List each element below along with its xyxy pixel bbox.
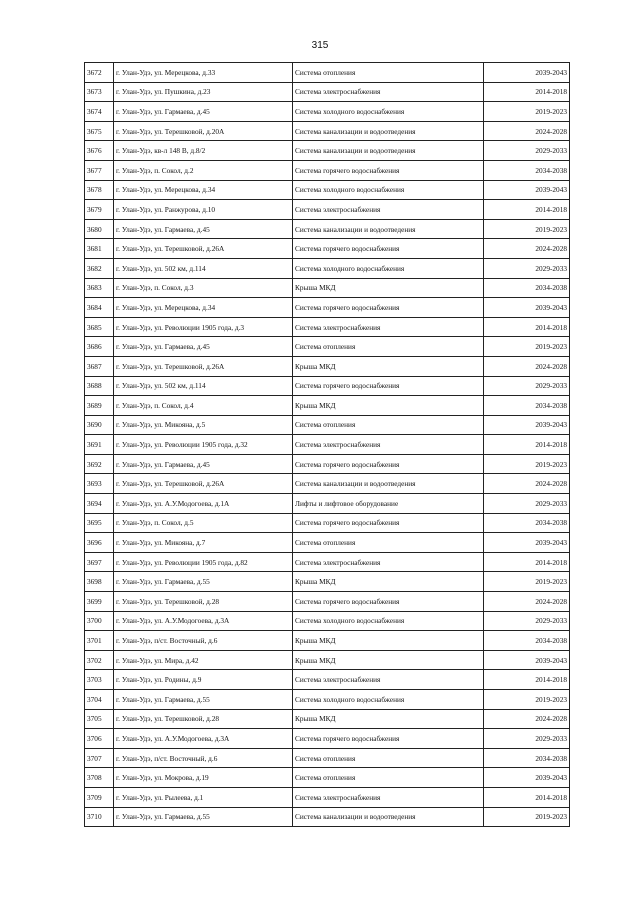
period-cell: 2024-2028 <box>484 239 570 259</box>
row-number-cell: 3673 <box>85 82 114 102</box>
period-cell: 2034-2038 <box>484 396 570 416</box>
row-number-cell: 3683 <box>85 278 114 298</box>
period-cell: 2029-2033 <box>484 258 570 278</box>
system-cell: Крыша МКД <box>293 278 484 298</box>
period-cell: 2029-2033 <box>484 611 570 631</box>
period-cell: 2024-2028 <box>484 356 570 376</box>
table-row <box>85 298 570 318</box>
period-cell: 2019-2023 <box>484 102 570 122</box>
row-number-cell: 3684 <box>85 298 114 318</box>
address-cell: г. Улан-Удэ, кв-л 148 В, д.8/2 <box>114 141 293 161</box>
system-cell: Система отопления <box>293 768 484 788</box>
period-cell: 2019-2023 <box>484 572 570 592</box>
period-cell: 2034-2038 <box>484 278 570 298</box>
row-number-cell: 3672 <box>85 63 114 83</box>
row-number-cell: 3702 <box>85 650 114 670</box>
address-cell: г. Улан-Удэ, ул. Терешковой, д.28 <box>114 709 293 729</box>
system-cell: Система канализации и водоотведения <box>293 219 484 239</box>
system-cell: Система электроснабжения <box>293 200 484 220</box>
address-cell: г. Улан-Удэ, п. Сокол, д.2 <box>114 160 293 180</box>
period-cell: 2024-2028 <box>484 592 570 612</box>
system-cell: Крыша МКД <box>293 709 484 729</box>
address-cell: г. Улан-Удэ, ул. Революции 1905 года, д.32 <box>114 435 293 455</box>
table-row <box>85 533 570 553</box>
address-cell: г. Улан-Удэ, ул. Микояна, д.5 <box>114 415 293 435</box>
system-cell: Система отопления <box>293 415 484 435</box>
address-cell: г. Улан-Удэ, ул. Революции 1905 года, д.3 <box>114 317 293 337</box>
system-cell: Система горячего водоснабжения <box>293 376 484 396</box>
table-row <box>85 180 570 200</box>
row-number-cell: 3687 <box>85 356 114 376</box>
system-cell: Система холодного водоснабжения <box>293 102 484 122</box>
system-cell: Система горячего водоснабжения <box>293 298 484 318</box>
table-row <box>85 690 570 710</box>
period-cell: 2039-2043 <box>484 768 570 788</box>
system-cell: Система холодного водоснабжения <box>293 258 484 278</box>
address-cell: г. Улан-Удэ, ул. Мерецкова, д.33 <box>114 63 293 83</box>
address-cell: г. Улан-Удэ, ул. А.У.Модогоева, д.1А <box>114 494 293 514</box>
period-cell: 2029-2033 <box>484 376 570 396</box>
table-row <box>85 572 570 592</box>
address-cell: г. Улан-Удэ, ул. Гармаева, д.45 <box>114 337 293 357</box>
address-cell: г. Улан-Удэ, ул. Терешковой, д.26А <box>114 474 293 494</box>
address-cell: г. Улан-Удэ, ул. А.У.Модогоева, д.3А <box>114 611 293 631</box>
table-row <box>85 670 570 690</box>
period-cell: 2014-2018 <box>484 552 570 572</box>
table-row <box>85 494 570 514</box>
table-row <box>85 631 570 651</box>
row-number-cell: 3679 <box>85 200 114 220</box>
page-number: 315 <box>311 40 329 51</box>
system-cell: Система горячего водоснабжения <box>293 592 484 612</box>
table-row <box>85 650 570 670</box>
system-cell: Система канализации и водоотведения <box>293 121 484 141</box>
address-cell: г. Улан-Удэ, п/ст. Восточный, д.6 <box>114 631 293 651</box>
system-cell: Система канализации и водоотведения <box>293 474 484 494</box>
table-row <box>85 454 570 474</box>
period-cell: 2029-2033 <box>484 729 570 749</box>
period-cell: 2034-2038 <box>484 631 570 651</box>
table-row <box>85 200 570 220</box>
period-cell: 2029-2033 <box>484 494 570 514</box>
system-cell: Система электроснабжения <box>293 435 484 455</box>
table-row <box>85 258 570 278</box>
period-cell: 2014-2018 <box>484 670 570 690</box>
table-row <box>85 396 570 416</box>
period-cell: 2029-2033 <box>484 141 570 161</box>
system-cell: Крыша МКД <box>293 650 484 670</box>
system-cell: Система электроснабжения <box>293 670 484 690</box>
address-cell: г. Улан-Удэ, ул. Гармаева, д.55 <box>114 572 293 592</box>
system-cell: Система канализации и водоотведения <box>293 807 484 827</box>
system-cell: Система электроснабжения <box>293 317 484 337</box>
row-number-cell: 3690 <box>85 415 114 435</box>
table-row <box>85 337 570 357</box>
system-cell: Система электроснабжения <box>293 787 484 807</box>
period-cell: 2014-2018 <box>484 82 570 102</box>
address-cell: г. Улан-Удэ, п. Сокол, д.3 <box>114 278 293 298</box>
row-number-cell: 3675 <box>85 121 114 141</box>
period-cell: 2034-2038 <box>484 513 570 533</box>
period-cell: 2024-2028 <box>484 474 570 494</box>
table-row <box>85 63 570 83</box>
row-number-cell: 3674 <box>85 102 114 122</box>
system-cell: Система отопления <box>293 63 484 83</box>
system-cell: Система горячего водоснабжения <box>293 729 484 749</box>
row-number-cell: 3691 <box>85 435 114 455</box>
table-row <box>85 513 570 533</box>
address-cell: г. Улан-Удэ, ул. Мерецкова, д.34 <box>114 180 293 200</box>
system-cell: Крыша МКД <box>293 631 484 651</box>
system-cell: Система электроснабжения <box>293 552 484 572</box>
address-cell: г. Улан-Удэ, ул. Революции 1905 года, д.82 <box>114 552 293 572</box>
table-row <box>85 278 570 298</box>
period-cell: 2014-2018 <box>484 200 570 220</box>
period-cell: 2039-2043 <box>484 650 570 670</box>
table-row <box>85 748 570 768</box>
period-cell: 2039-2043 <box>484 415 570 435</box>
table-row <box>85 415 570 435</box>
table-row <box>85 356 570 376</box>
row-number-cell: 3680 <box>85 219 114 239</box>
system-cell: Система горячего водоснабжения <box>293 239 484 259</box>
table-row <box>85 787 570 807</box>
system-cell: Система холодного водоснабжения <box>293 611 484 631</box>
system-cell: Система холодного водоснабжения <box>293 690 484 710</box>
table-row <box>85 729 570 749</box>
address-cell: г. Улан-Удэ, ул. 502 км, д.114 <box>114 258 293 278</box>
table-row <box>85 102 570 122</box>
address-cell: г. Улан-Удэ, ул. Терешковой, д.26А <box>114 239 293 259</box>
row-number-cell: 3704 <box>85 690 114 710</box>
period-cell: 2019-2023 <box>484 337 570 357</box>
table-row <box>85 376 570 396</box>
row-number-cell: 3681 <box>85 239 114 259</box>
row-number-cell: 3678 <box>85 180 114 200</box>
period-cell: 2019-2023 <box>484 219 570 239</box>
row-number-cell: 3676 <box>85 141 114 161</box>
address-cell: г. Улан-Удэ, ул. Гармаева, д.45 <box>114 102 293 122</box>
table-row <box>85 82 570 102</box>
row-number-cell: 3689 <box>85 396 114 416</box>
system-cell: Крыша МКД <box>293 396 484 416</box>
address-cell: г. Улан-Удэ, ул. Терешковой, д.20А <box>114 121 293 141</box>
row-number-cell: 3682 <box>85 258 114 278</box>
row-number-cell: 3695 <box>85 513 114 533</box>
address-cell: г. Улан-Удэ, ул. Гармаева, д.55 <box>114 690 293 710</box>
table-row <box>85 435 570 455</box>
period-cell: 2034-2038 <box>484 160 570 180</box>
row-number-cell: 3697 <box>85 552 114 572</box>
row-number-cell: 3677 <box>85 160 114 180</box>
period-cell: 2014-2018 <box>484 317 570 337</box>
table-row <box>85 592 570 612</box>
system-cell: Крыша МКД <box>293 356 484 376</box>
system-cell: Система холодного водоснабжения <box>293 180 484 200</box>
row-number-cell: 3688 <box>85 376 114 396</box>
address-cell: г. Улан-Удэ, ул. Гармаева, д.45 <box>114 454 293 474</box>
table-row <box>85 768 570 788</box>
address-cell: г. Улан-Удэ, ул. А.У.Модогоева, д.3А <box>114 729 293 749</box>
row-number-cell: 3705 <box>85 709 114 729</box>
row-number-cell: 3698 <box>85 572 114 592</box>
period-cell: 2039-2043 <box>484 298 570 318</box>
system-cell: Система канализации и водоотведения <box>293 141 484 161</box>
address-cell: г. Улан-Удэ, п. Сокол, д.5 <box>114 513 293 533</box>
table-row <box>85 160 570 180</box>
row-number-cell: 3693 <box>85 474 114 494</box>
system-cell: Система отопления <box>293 748 484 768</box>
period-cell: 2024-2028 <box>484 709 570 729</box>
table-row <box>85 239 570 259</box>
address-cell: г. Улан-Удэ, ул. Терешковой, д.26А <box>114 356 293 376</box>
system-cell: Крыша МКД <box>293 572 484 592</box>
row-number-cell: 3696 <box>85 533 114 553</box>
address-cell: г. Улан-Удэ, ул. Мерецкова, д.34 <box>114 298 293 318</box>
address-cell: г. Улан-Удэ, ул. Мира, д.42 <box>114 650 293 670</box>
system-cell: Система электроснабжения <box>293 82 484 102</box>
period-cell: 2014-2018 <box>484 787 570 807</box>
row-number-cell: 3706 <box>85 729 114 749</box>
row-number-cell: 3694 <box>85 494 114 514</box>
table-row <box>85 611 570 631</box>
table-row <box>85 219 570 239</box>
address-cell: г. Улан-Удэ, ул. Терешковой, д.28 <box>114 592 293 612</box>
address-cell: г. Улан-Удэ, ул. Мокрова, д.19 <box>114 768 293 788</box>
period-cell: 2039-2043 <box>484 63 570 83</box>
period-cell: 2014-2018 <box>484 435 570 455</box>
address-cell: г. Улан-Удэ, ул. Гармаева, д.55 <box>114 807 293 827</box>
system-cell: Система горячего водоснабжения <box>293 513 484 533</box>
row-number-cell: 3700 <box>85 611 114 631</box>
row-number-cell: 3701 <box>85 631 114 651</box>
row-number-cell: 3686 <box>85 337 114 357</box>
period-cell: 2034-2038 <box>484 748 570 768</box>
table-row <box>85 141 570 161</box>
table-row <box>85 317 570 337</box>
system-cell: Система отопления <box>293 337 484 357</box>
table-row <box>85 807 570 827</box>
system-cell: Система отопления <box>293 533 484 553</box>
table-row <box>85 709 570 729</box>
address-cell: г. Улан-Удэ, ул. Рылеева, д.1 <box>114 787 293 807</box>
address-cell: г. Улан-Удэ, ул. Ранжурова, д.10 <box>114 200 293 220</box>
address-cell: г. Улан-Удэ, ул. Гармаева, д.45 <box>114 219 293 239</box>
table-row <box>85 474 570 494</box>
row-number-cell: 3685 <box>85 317 114 337</box>
repair-schedule-table <box>84 62 570 827</box>
period-cell: 2019-2023 <box>484 454 570 474</box>
table-body <box>85 63 570 827</box>
address-cell: г. Улан-Удэ, ул. Микояна, д.7 <box>114 533 293 553</box>
address-cell: г. Улан-Удэ, ул. Родины, д.9 <box>114 670 293 690</box>
address-cell: г. Улан-Удэ, ул. Пушкина, д.23 <box>114 82 293 102</box>
table-row <box>85 552 570 572</box>
address-cell: г. Улан-Удэ, п/ст. Восточный, д.6 <box>114 748 293 768</box>
row-number-cell: 3699 <box>85 592 114 612</box>
period-cell: 2019-2023 <box>484 807 570 827</box>
system-cell: Система горячего водоснабжения <box>293 454 484 474</box>
row-number-cell: 3692 <box>85 454 114 474</box>
period-cell: 2019-2023 <box>484 690 570 710</box>
row-number-cell: 3710 <box>85 807 114 827</box>
system-cell: Система горячего водоснабжения <box>293 160 484 180</box>
table-row <box>85 121 570 141</box>
row-number-cell: 3703 <box>85 670 114 690</box>
address-cell: г. Улан-Удэ, ул. 502 км, д.114 <box>114 376 293 396</box>
row-number-cell: 3709 <box>85 787 114 807</box>
period-cell: 2039-2043 <box>484 180 570 200</box>
address-cell: г. Улан-Удэ, п. Сокол, д.4 <box>114 396 293 416</box>
system-cell: Лифты и лифтовое оборудование <box>293 494 484 514</box>
row-number-cell: 3707 <box>85 748 114 768</box>
period-cell: 2024-2028 <box>484 121 570 141</box>
period-cell: 2039-2043 <box>484 533 570 553</box>
row-number-cell: 3708 <box>85 768 114 788</box>
